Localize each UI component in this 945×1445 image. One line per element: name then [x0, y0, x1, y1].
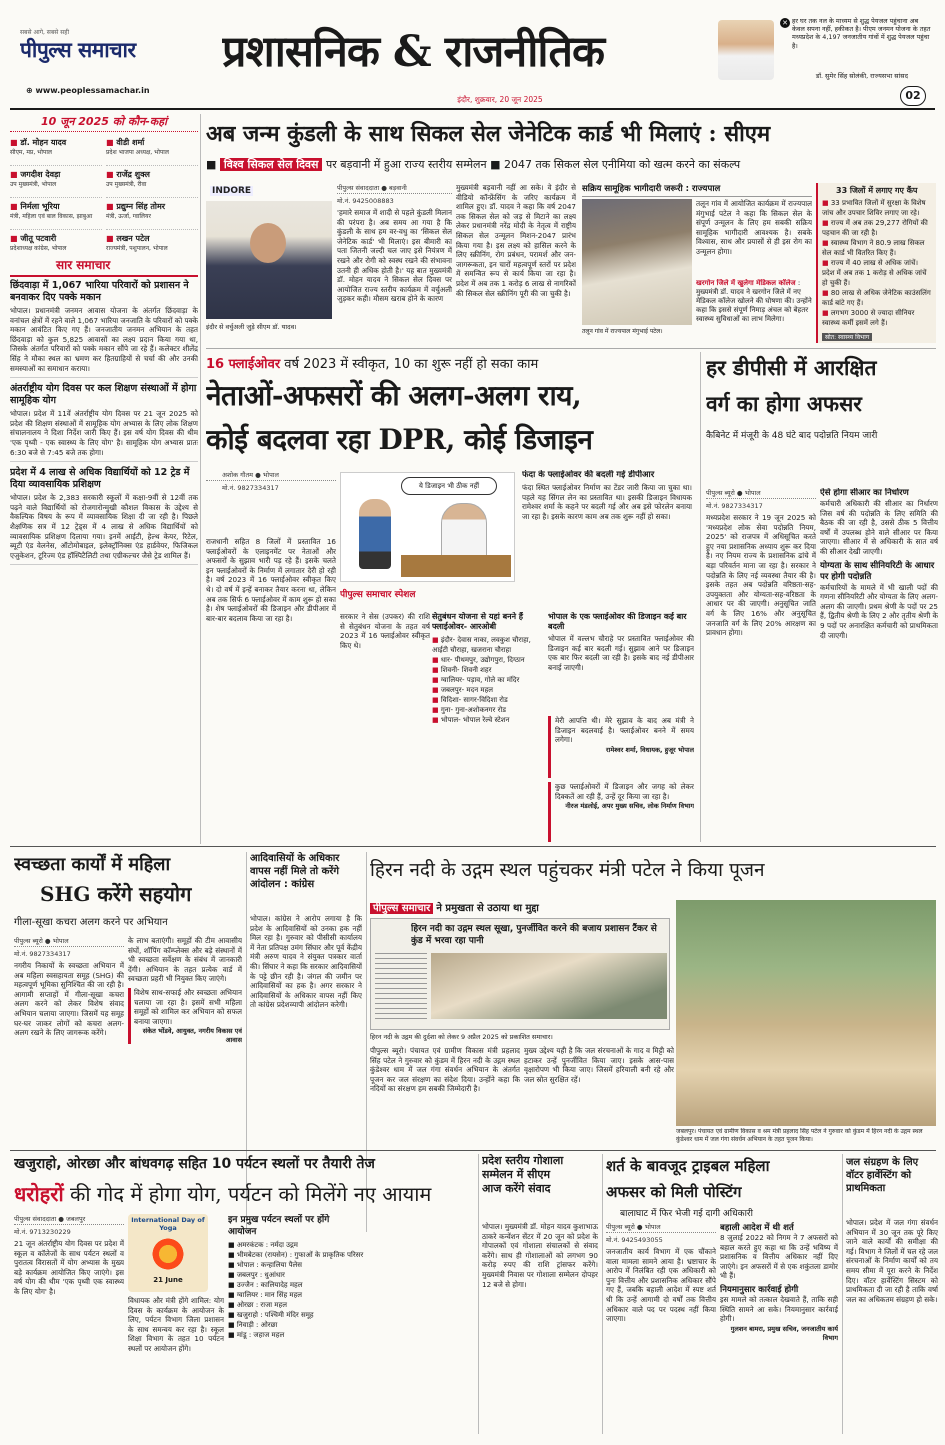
whos-where-title: 10 जून 2025 को कौन-कहां	[10, 114, 198, 132]
brand-logo[interactable]	[20, 28, 210, 68]
shg-box	[128, 988, 242, 1044]
tourism-list-box	[228, 1214, 476, 1434]
setu-item	[432, 655, 542, 665]
website-url: www.peoplessamachar.in	[35, 86, 150, 95]
globe-icon: ⊕	[26, 86, 33, 95]
stat-item	[822, 308, 932, 328]
person-card	[106, 232, 198, 254]
officer-sub1: बहाली आदेश में थी शर्त	[720, 1223, 794, 1233]
khargone-box	[696, 279, 812, 343]
saar-item-body: भोपाल। प्रधानमंत्री जनमन आवास योजना के अंतर्गत छिंदवाड़ा के वनांचल क्षेत्रों में रहने वाले 1,067 भारिया जनजाति के परिवारों को पक्के मकान आवंटित किए गए हैं। जनजातीय जनमन अभियान के तहत छिंदवाड़ा को कुल 5,825 आवासों का लक्ष्य प्रदान किया गया था, जिसके अंतर्गत परिवारों को पक्के मकान सौंपे जा रहे हैं। कलेक्टर शीलेंद्र सिंह ने मौका स्थल का भ्रमण कर हितग्राहियों से चर्चा की और उनकी समस्याओं का समाधान कराया।	[10, 306, 198, 373]
setu-item-text: शिवनी- शिवनी शहर	[440, 666, 492, 674]
person-name	[106, 137, 198, 148]
section-title: प्रशासनिक & राजनीतिक	[222, 27, 605, 77]
stats-box	[816, 183, 936, 343]
yoga-poster[interactable]	[128, 1214, 208, 1292]
gov-caption: तलून गांव में राज्यपाल मंगुभाई पटेल।	[582, 328, 663, 335]
person-name-text: लखन पटेल	[116, 234, 150, 243]
stat-item	[822, 258, 932, 288]
reservation-sub1: ऐसे होगा सीआर का निर्धारण	[820, 488, 909, 498]
kicker-square-icon: ■	[206, 158, 217, 171]
hiran-kicker-text: ने प्रमुखता से उठाया था मुद्दा	[436, 903, 539, 914]
people-grid	[10, 136, 198, 254]
stat-item-text: राज्य में 40 लाख से अधिक जांचें। प्रदेश में अब तक 1 करोड़ से अधिक जांचें हो चुकी हैं।	[822, 259, 927, 287]
shg-box-text: विशेष साथ-सफाई और स्वच्छता अभियान चलाया जा रहा है। इसमें सभी महिला समूहों को शामिल कर अभियान को सफल बनाया जाएगा।	[134, 987, 242, 1026]
person-name-text: प्रद्युम्न सिंह तोमर	[116, 202, 166, 211]
bullet-icon: ■	[106, 234, 117, 243]
cartoon[interactable]	[340, 472, 515, 582]
tourism-col1	[14, 1214, 124, 1434]
person-place: मंत्री, महिला एवं बाल विकास, झाबुआ	[10, 213, 93, 220]
officer-col1	[606, 1222, 716, 1434]
quote-box-2	[548, 782, 694, 842]
tourism-subhead	[14, 1180, 476, 1210]
tourism-list-item-text: ओरछा : राजा महल	[236, 1301, 287, 1309]
officer-quote-by: गुलशन बामरा, प्रमुख सचिव, जनजातीय कार्य विभाग	[730, 1324, 838, 1342]
water-headline-1: जल संग्रहण के लिए	[846, 1157, 919, 1168]
tourism-list-title: इन प्रमुख पर्यटन स्थलों पर होंगे आयोजन	[228, 1215, 330, 1237]
reservation-col1-text: मध्यप्रदेश सरकार ने 19 जून 2025 को 'मध्यप्रदेश लोक सेवा पदोन्नति नियम, 2025' को राजपत्र में अधिसूचित करते हुए नया प्रशासनिक अध्याय शुरू कर दिया है। नए नियम राज्य के प्रशासनिक ढांचे में बड़ा परिवर्तन माना जा रहा है। सरकार ने पदोन्नति के लिए नई व्यवस्था तैयार की है। इसके तहत अब पदोन्नति वरिष्ठता-सह-उपयुक्तता और योग्यता-सह-वरिष्ठता के आधार पर की जाएगी। अनुसूचित जाति वर्ग के लिए 16% और अनुसूचित जनजाति वर्ग के लिए 20% आरक्षण का प्रावधान होगा।	[706, 513, 816, 638]
hiran-photo[interactable]	[676, 900, 936, 1126]
reservation-headline-1: हर डीपीसी में आरक्षित	[706, 355, 877, 380]
tourism-list-item-text: भीमबेटका (रायसेन) : गुफाओं के प्राकृतिक परिसर	[236, 1251, 364, 1259]
bullet-icon: ■	[432, 636, 441, 644]
gaushala-headline-3: आज करेंगे संवाद	[482, 1182, 551, 1195]
logo-text: पीपुल्स समाचार	[20, 37, 136, 62]
gaushala-headline-2: सम्मेलन में सीएम	[482, 1168, 551, 1181]
bullet-icon: ■	[228, 1251, 237, 1259]
person-place: उप मुख्यमंत्री, रीवा	[106, 181, 147, 188]
saar-item	[10, 467, 198, 565]
setu-item	[432, 665, 542, 675]
setu-list	[432, 635, 542, 725]
tourism-list-item	[228, 1260, 476, 1270]
saar-samachar	[10, 256, 198, 840]
photo-label: INDORE	[212, 186, 252, 196]
tourism-list-item	[228, 1310, 476, 1320]
officer-col2	[720, 1222, 838, 1434]
tourism-list-item-text: मांडू : जहाज महल	[236, 1331, 285, 1339]
bullet-icon: ■	[432, 666, 441, 674]
person-card	[106, 200, 198, 230]
person-name-text: जीतू पटवारी	[20, 234, 57, 243]
stat-item-text: 80 लाख से अधिक जेनेटिक काउंसलिंग कार्ड बांटे गए हैं।	[822, 289, 931, 307]
saar-item-body: भोपाल। प्रदेश में 11वें अंतर्राष्ट्रीय योग दिवस पर 21 जून 2025 को प्रदेश की शिक्षण संस्थाओं में सामूहिक योग अभ्यास के लिए लोक शिक्षण संचालनालय ने दिशा निर्देश जारी किए हैं। इस वर्ष योग दिवस की थीम 'एक पृथ्वी - एक स्वास्थ्य के लिए योग' है। सामूहिक योग अभ्यास प्रातः 6:30 बजे से 7:45 बजे तक होगा।	[10, 409, 198, 457]
saar-title: सार समाचार	[10, 256, 198, 277]
bhopal-box	[548, 612, 694, 712]
lead-photo-caption: इंदौर से वर्चुअली जुड़े सीएम डॉ. यादव।	[206, 323, 297, 331]
sidebar-divider	[200, 114, 201, 844]
lead-col1	[337, 183, 452, 343]
water-headline	[846, 1156, 938, 1216]
quote2-by: नीरज मंडलोई, अपर मुख्य सचिव, लोक निर्माण विभाग	[565, 802, 694, 811]
stat-item-text: स्वास्थ्य विभाग ने 80.9 लाख सिकल सेल कार्ड भी वितरित किए हैं।	[822, 239, 925, 257]
flyover-headline-1: नेताओं-अफसरों की अलग-अलग राय,	[206, 379, 582, 412]
kicker-square-icon-2: ■	[490, 158, 501, 171]
quote1-by: रामेश्वर शर्मा, विधायक, हुजूर भोपाल	[606, 745, 694, 754]
dateline: इंदौर, शुक्रवार, 20 जून 2025	[457, 95, 543, 104]
bullet-icon: ■	[106, 202, 117, 211]
hiran-kicker-brand: पीपुल्स समाचार	[370, 903, 433, 914]
shg-box-by: संकेत भोंडवे, आयुक्त, नगरीय विकास एवं आवास	[142, 1027, 242, 1045]
setu-item-text: विदिशा- सागर-विदिशा रोड	[440, 696, 508, 704]
officer-quote: इस मामले को तत्काल देखवाते हैं, ताकि सही स्थिति सामने आ सके। नियमानुसार कार्रवाई होगी।	[720, 1294, 838, 1324]
tourism-list-item	[228, 1280, 476, 1290]
person-place: प्रदेशाध्यक्ष कांग्रेस, भोपाल	[10, 245, 67, 252]
mid-rule	[10, 846, 936, 847]
bullet-icon: ■	[822, 239, 831, 247]
officer-kicker: बालाघाट में फिर भेजी गई दागी अधिकारी	[620, 1209, 753, 1219]
reservation-mobile: मो.नं. 9827334317	[706, 502, 763, 510]
tourism-list-item	[228, 1290, 476, 1300]
person-name-text: वीडी शर्मा	[116, 138, 145, 147]
lead-byline: पीपुल्स संवाददाता ● बड़वानी	[337, 183, 452, 194]
hiran-photo-caption: जबलपुर। पंचायत एवं ग्रामीण विकास व श्रम मंत्री प्रहलाद सिंह पटेल ने गुरुवार को कुंडम में हिरन नदी के उद्गम स्थल कुंडेश्वर धाम में जल गंगा संवर्धन अभियान के तहत पूजन किया।	[676, 1128, 923, 1143]
dpr-text: फंदा स्थित फ्लाईओवर निर्माण का टेंडर जारी किया जा चुका था। पहले यह सिंगल लेन का प्रस्तावित था। इसकी डिजाइन विधायक रामेश्वर शर्मा के कहने पर बदली गई और अब इसे फोरलेन बनाया जा रहा है। इसके कारण काम अब तक शुरू नहीं हो सका।	[522, 483, 692, 521]
stat-item	[822, 198, 932, 218]
tourism-list-item	[228, 1270, 476, 1280]
bullet-icon: ■	[228, 1281, 237, 1289]
person-name-text: जगदीश देवड़ा	[20, 170, 61, 179]
officer-byline: पीपुल्स ब्यूरो ● भोपाल	[606, 1222, 716, 1233]
reservation-col2	[820, 488, 938, 842]
lead-photo[interactable]	[206, 183, 332, 338]
tourism-list-item	[228, 1250, 476, 1260]
water-headline-2: वॉटर हार्वेस्टिंग को	[846, 1170, 912, 1181]
tourism-list-item-text: निवाड़ी : ओरछा	[236, 1321, 278, 1329]
tribal-headline-2: वापस नहीं मिले तो करेंगे	[250, 866, 340, 877]
bullet-icon: ■	[10, 170, 21, 179]
flyover-col1-text: राजधानी सहित 8 जिलों में प्रस्तावित 16 फ्लाईओवरों के एलाइनमेंट पर नेताओं और अफसरों के सुझाव भारी पड़ रहे हैं। इसके चलते इन फ्लाईओवरों के निर्माण में लगातार देरी हो रही है। वर्ष 2023 में 16 फ्लाईओवर स्वीकृत किए थे। दो वर्ष में इन्हें बनाकर तैयार करना था, लेकिन अब तक सिर्फ 6 फ्लाईओवर में काम शुरू हो सका है। शेष फ्लाईओवरों की डिजाइन और डीपीआर में बार-बार बदलाव किया जा रहा है।	[206, 537, 336, 623]
officer-col1-text: जनजातीय कार्य विभाग में एक चौंकाने वाला मामला सामने आया है। भ्रष्टाचार के आरोप में निलंबित रही एक अधिकारी को पुनः वित्तीय और प्रशासनिक अधिकार सौंपे गए हैं, जबकि बहाली आदेश में स्पष्ट शर्त थी कि उन्हें आगामी दो वर्षों तक वित्तीय अधिकार वाले पद पर पदस्थ नहीं किया जाएगा।	[606, 1247, 716, 1324]
gov-text: तलून गांव में आयोजित कार्यक्रम में राज्यपाल मंगुभाई पटेल ने कहा कि सिकल सेल के संपूर्ण उन्मूलन के लिए हम सबकी सक्रिय सामूहिक भागीदारी आवश्यक है। सबके विश्वास, साथ और प्रयासों से ही इस रोग का उन्मूलन होगा।	[696, 199, 812, 256]
lower-rule	[10, 1150, 936, 1151]
setu-item	[432, 635, 542, 655]
bullet-icon: ■	[822, 199, 831, 207]
water-body: भोपाल। प्रदेश में जल गंगा संवर्धन अभियान में 30 जून तक पूरे किए जाने वाले कार्यों की समीक्षा की गई। विभाग ने जिलों में चल रहे जल संरचनाओं के निर्माण कार्यों को तय समय सीमा में पूरा करने के निर्देश दिए। वॉटर हार्वेस्टिंग सिस्टम को प्राथमिकता दी जा रही है ताकि वर्षा जल का अधिकतम संग्रहण हो सके।	[846, 1218, 938, 1304]
tribal-body: भोपाल। कांग्रेस ने आरोप लगाया है कि प्रदेश के आदिवासियों को उनका हक नहीं मिल रहा है। गुरुवार को पीसीसी कार्यालय में नेता प्रतिपक्ष उमंग सिंघार और पूर्व केंद्रीय मंत्री अरुण यादव ने संयुक्त पत्रकार वार्ता की। सिंघार ने कहा कि सरकार आदिवासियों के पट्टे छीन रही है। जंगल की जमीन पर आदिवासियों का हक है। अगर सरकार ने आदिवासियों के अधिकार वापस नहीं किए तो कांग्रेस प्रदेशव्यापी आंदोलन करेगी।	[250, 914, 362, 1010]
clip-text-column	[375, 953, 427, 1019]
setu-item-text: ग्वालियर- पड़ाव, गोले का मंदिर	[440, 676, 520, 684]
stat-item-text: 33 प्रभावित जिलों में सुरक्षा के विशेष जांच और उपचार शिविर लगाए जा रहे।	[822, 199, 926, 217]
tourism-list-item-text: उज्जैन : कालियादेह महल	[236, 1281, 303, 1289]
saar-item	[10, 383, 198, 462]
bullet-icon: ■	[10, 202, 21, 211]
person-card	[106, 168, 198, 198]
setu-item-text: गुना- गुना-अशोकनगर रोड	[440, 706, 507, 714]
person-name	[10, 137, 102, 148]
hiran-col1: पीपुल्स ब्यूरो। पंचायत एवं ग्रामीण विकास मंत्री प्रहलाद सिंह पटेल ने गुरुवार को कुंडम में हिरन नदी के उद्गम स्थल कुंडेश्वर धाम में जल गंगा संवर्धन अभियान के अंतर्गत पूजन कर जल संरक्षण का संदेश दिया। उन्होंने कहा कि नदियों का संरक्षण हम सबकी जिम्मेदारी है।	[370, 1046, 520, 1094]
person-name-text: राजेंद्र शुक्ल	[116, 170, 150, 179]
flyover-kicker-text: वर्ष 2023 में स्वीकृत, 10 का शुरू नहीं हो सका काम	[284, 357, 539, 372]
bullet-icon: ■	[822, 219, 831, 227]
gaushala-headline-1: प्रदेश स्तरीय गोशाला	[482, 1154, 564, 1167]
clip-text: हिरन नदी का उद्गम स्थल सूखा, पुनर्जीवित करने की बजाय प्रशासन टैंकर से कुंड में भरवा रहा पानी	[411, 924, 657, 946]
bullet-icon: ■	[432, 696, 441, 704]
shg-kicker: गीला-सूखा कचरा अलग करने पर अभियान	[14, 917, 168, 928]
bullet-icon: ■	[10, 138, 21, 147]
flyover-col2	[340, 612, 430, 842]
bullet-icon: ■	[228, 1261, 237, 1269]
reservation-byline: पीपुल्स ब्यूरो ● भोपाल	[706, 488, 816, 499]
whos-where-box	[10, 114, 198, 254]
person-place: प्रदेश भाजपा अध्यक्ष, भोपाल	[106, 149, 169, 156]
quote2-text: कुछ फ्लाईओवरों में डिजाइन और जगह को लेकर दिक्कतें आ रही हैं, उन्हें दूर किया जा रहा है।	[555, 782, 694, 801]
person-name	[106, 201, 198, 212]
flyover-kicker-num: 16 फ्लाईओवर	[206, 357, 281, 372]
shg-headline-1: स्वच्छता कार्यों में महिला	[14, 854, 171, 875]
stats-source: स्रोत: स्वास्थ्य विभाग	[822, 333, 872, 341]
special-label	[340, 582, 420, 612]
bullet-icon: ■	[106, 170, 117, 179]
setu-item-text: इंदौर- देवास नाका, लवकुश चौराहा, आईटी चौराहा, खजराना चौराहा	[432, 636, 531, 654]
bullet-icon: ■	[432, 706, 441, 714]
shg-col2-text: के लाभ बताएंगी। समूहों की टीम आवासीय संघों, शॉपिंग कॉम्प्लेक्स और बड़े संस्थानों में भी स्वच्छता सर्वेक्षण के संबंध में जानकारी देंगी। अभियान के तहत प्रत्येक वार्ड में स्वच्छता प्रहरी भी नियुक्त किए जाएंगे।	[128, 936, 242, 984]
hiran-kicker	[370, 900, 670, 916]
governor-box	[582, 183, 812, 343]
tourism-list-item	[228, 1320, 476, 1330]
stat-item	[822, 238, 932, 258]
kicker-label: विश्व सिकल सेल दिवस	[220, 158, 323, 171]
bullet-icon: ■	[432, 716, 441, 724]
bullet-icon: ■	[822, 259, 831, 267]
water-headline-3: प्राथमिकता	[846, 1183, 886, 1194]
bullet-icon: ■	[228, 1301, 237, 1309]
kicker-text: पर बड़वानी में हुआ राज्य स्तरीय सम्मेलन	[325, 158, 487, 171]
person-card	[10, 232, 102, 254]
tourism-list-item-text: जबलपुर : धुआंधार	[236, 1271, 285, 1279]
yoga-figure-icon	[150, 1236, 186, 1272]
lead-col2: मुख्यमंत्री बड़वानी नहीं आ सके। वे इंदौर से वीडियो कॉन्फ्रेंसिंग के जरिए कार्यक्रम में शामिल हुए। डॉ. यादव ने कहा कि वर्ष 2047 तक सिकल सेल को जड़ से मिटाने का लक्ष्य लेकर प्रधानमंत्री नरेंद्र मोदी के नेतृत्व में राष्ट्रीय सिकल सेल उन्मूलन मिशन-2047 प्रारंभ किया गया है। इस लक्ष्य को हासिल करने के लिए स्क्रीनिंग, रोग प्रबंधन, परामर्श और जन-जागरूकता, इन चारों महत्वपूर्ण स्तरों पर प्रदेश में समन्वित रूप से कार्य किया जा रहा है। प्रदेश में अब तक 1 करोड़ 6 लाख से नागरिकों की सिकल सेल स्क्रीनिंग पूरी की जा चुकी है।	[456, 183, 576, 298]
setu-item-text: जबलपुर- मदन महल	[440, 686, 494, 694]
quote1-text: मेरी आपत्ति थी। मेरे सुझाव के बाद अब मंत्री ने डिजाइन बदलवाई है। फ्लाईओवर बनने में समय लगेगा।	[555, 716, 694, 745]
yoga-title: International Day of Yoga	[131, 1216, 205, 1232]
reservation-col3-text: कर्मचारियों के मामले में भी खाली पदों की गणना सीनियरिटी और योग्यता के लिए अलग-अलग की जाएगी। प्रथम श्रेणी के पदों पर 25 हैं, द्वितीय श्रेणी के लिए 2 और तृतीय श्रेणी के 9 पदों पर अनारक्षित कर्मचारी को प्राथमिकता दी जाएगी।	[820, 582, 938, 640]
person-name-text: निर्मला भूरिया	[20, 202, 60, 211]
gov-box-title: सक्रिय सामूहिक भागीदारी जरूरी : राज्यपाल	[582, 183, 812, 197]
setu-item	[432, 695, 542, 705]
flyover-col2-text: सरकार ने सेस (उपकर) की राशि से सेतुबंधन योजना के तहत वर्ष 2023 में 16 फ्लाईओवर स्वीकृत किए थे।	[340, 612, 430, 650]
person-name	[106, 169, 198, 180]
bullet-icon: ■	[228, 1321, 237, 1329]
bullet-icon: ■	[228, 1311, 237, 1319]
officer-sub2: नियमानुसार कार्रवाई होगी	[720, 1284, 799, 1295]
person-name	[10, 233, 102, 244]
khargone-title: खरगोन जिले में खुलेगा मेडिकल कॉलेज	[696, 279, 796, 287]
stat-item-text: लगभग 3000 से ज्यादा सीनियर स्वास्थ्य कर्मी इसमें लगे हैं।	[822, 309, 915, 327]
bullet-icon: ■	[10, 234, 21, 243]
tourism-list-item-text: खजुराहो : पश्चिमी मंदिर समूह	[236, 1311, 314, 1319]
cartoon-officer	[359, 499, 391, 569]
person-name	[106, 233, 198, 244]
tourism-list-item-text: अमरकंटक : नर्मदा उद्गम	[236, 1241, 298, 1249]
bullet-icon: ■	[228, 1331, 237, 1339]
saar-items	[10, 280, 198, 565]
person-name	[10, 169, 102, 180]
gaushala-divider	[602, 1154, 603, 1434]
shg-headline-2: SHG करेंगे सहयोग	[40, 882, 192, 906]
tweet-text: हर घर तक नल के माध्यम से शुद्ध पेयजल पहुंचाना अब केवल सपना नहीं, हकीकत है। पीएम जनमन योजना के तहत मध्यप्रदेश के 4,197 जनजातीय गांवों में शुद्ध पेयजल पहुंचा है।	[792, 17, 931, 50]
bhopal-text: भोपाल में वल्लभ चौराहे पर प्रस्तावित फ्लाईओवर की डिजाइन कई बार बदली गई। सुझाव आने पर डिजाइन एक बार फिर बदली जा रही है। इसके बाद नई डीपीआर बनाई जाएगी।	[548, 634, 694, 672]
bullet-icon: ■	[228, 1271, 237, 1279]
cartoon-desk	[401, 555, 511, 577]
flyover-mobile: मो.नं. 9827334317	[222, 484, 279, 492]
person-place: सीएम, मप्र, भोपाल	[10, 149, 52, 156]
reservation-col2-text: कर्मचारी अधिकारी की सीआर का निर्धारण जिस वर्ष की पदोन्नति के लिए समिति की बैठक की जा रही है, उससे ठीक 5 वित्तीय वर्षों में उपलब्ध होने वाले सीआर पर किया जाएगा। सीआर में से अधिकारी के सात वर्ष की सीआर देखी जाएगी।	[820, 499, 938, 556]
yoga-date: 21 June	[153, 1276, 183, 1284]
person-place: राज्यमंत्री, पशुपालन, भोपाल	[106, 245, 168, 252]
officer-headline-1: शर्त के बावजूद ट्राइबल महिला	[606, 1157, 770, 1175]
flyover-byline: अशोक गौतम ● भोपाल	[206, 470, 336, 481]
dpr-title: फंदा के फ्लाईओवर की बदली गई डीपीआर	[522, 470, 655, 480]
bullet-icon: ■	[432, 676, 441, 684]
saar-item-body: भोपाल। प्रदेश के 2,383 सरकारी स्कूलों में कक्षा-9वीं से 12वीं तक पढ़ने वाले विद्यार्थियों को रोजगारोन्मुखी कौशल विकास के उद्देश्य से वैकल्पिक विषय के रूप में व्यावसायिक शिक्षा दी जा रही है। पिछले शैक्षणिक सत्र में 12 ट्रेड्स में 4 लाख से अधिक विद्यार्थियों को व्यावसायिक प्रशिक्षण दिलाया गया। इनमें आईटी, हेल्थ केयर, रिटेल, ब्यूटी एंड वेलनेस, ऑटोमोबाइल, इलेक्ट्रॉनिक्स एंड हार्डवेयर, फिजिकल एजुकेशन, टूरिज्म एंड हॉस्पिटैलिटी तथा एग्रीकल्चर जैसे ट्रेड शामिल हैं।	[10, 493, 198, 560]
special-label-text: पीपुल्स समाचार स्पेशल	[340, 590, 416, 600]
officer-divider	[842, 1154, 843, 1434]
hiran-headline: हिरन नदी के उद्गम स्थल पहुंचकर मंत्री पटेल ने किया पूजन	[370, 859, 765, 881]
officer-col2-text: 8 जुलाई 2022 को निगम ने 7 अफसरों को बहाल करते हुए कहा था कि उन्हें भविष्य में प्रशासनिक व वित्तीय अधिकार नहीं दिए जाएंगे। इन अफसरों में से एक शकुंतला डामोर भी हैं।	[720, 1233, 838, 1281]
stats-list	[822, 198, 932, 328]
stats-title: 33 जिलों में लगाए गए कैंप	[836, 186, 918, 195]
stat-item	[822, 288, 932, 308]
tourism-byline: पीपुल्स संवाददाता ● जबलपुर	[14, 1214, 124, 1225]
reservation-col1	[706, 488, 816, 842]
kicker-text-2: 2047 तक सिकल सेल एनीमिया को खत्म करने का संकल्प	[504, 158, 741, 171]
bullet-icon: ■	[432, 686, 441, 694]
tourism-subhead-text: की गोद में होगा योग, पर्यटन को मिलेंगे नए आयाम	[70, 1182, 432, 1206]
masthead-rule	[10, 108, 935, 110]
clip-caption: हिरन नदी के उद्गम की दुर्दशा को लेकर 9 अप्रैल 2025 को प्रकाशित समाचार।	[370, 1033, 553, 1041]
bullet-icon: ■	[432, 656, 441, 664]
tourism-mobile: मो.नं. 9713230229	[14, 1228, 71, 1236]
flyover-col1	[206, 470, 336, 842]
website-link[interactable]	[26, 86, 216, 100]
lead-col1-text: 'हमारे समाज में शादी से पहले कुंडली मिलान की परंपरा है। अब समय आ गया है कि कुंडली के साथ हम वर-वधु का 'सिकल सेल जेनेटिक कार्ड' भी मिलाएं। इस बीमारी का पता जितनी जल्दी चल जाए इसे नियंत्रण में रखने और रोगी को स्वस्थ रखने की संभावना उतनी ही अधिक होती है।' यह बात मुख्यमंत्री डॉ. मोहन यादव ने सिकल सेल दिवस पर आयोजित राज्य स्तरीय कार्यक्रम में वर्चुअली जुड़कर कही। मौसम खराब होने के कारण	[337, 208, 452, 304]
reservation-kicker: कैबिनेट में मंजूरी के 48 घंटे बाद पदोन्नति नियम जारी	[706, 431, 878, 441]
tourism-list-item-text: ग्वालियर : मान सिंह महल	[236, 1291, 303, 1299]
flyover-headline-2: कोई बदलवा रहा DPR, कोई डिजाइन	[206, 423, 593, 456]
bullet-icon: ■	[228, 1241, 237, 1249]
person-card	[10, 168, 102, 198]
hiran-col2: मुख्य उद्देश्य यही है कि जल संरचनाओं के गाद व मिट्टी को हटाकर उन्हें पुनर्जीवित किया जाए। इसके आस-पास वृक्षारोपण भी किया जाए। जिसमें हरियाली बनी रहे और जल स्रोत सुरक्षित रहें।	[524, 1046, 674, 1084]
page-number: 02	[900, 86, 926, 106]
lead-kicker	[206, 157, 936, 175]
flyover-divider	[700, 352, 701, 842]
shg-mobile: मो.नं. 9827334317	[14, 950, 71, 958]
dpr-box	[522, 470, 692, 610]
gaushala-col1: भोपाल। मुख्यमंत्री डॉ. मोहन यादव कुशाभाऊ ठाकरे कन्वेंशन सेंटर में 20 जून को प्रदेश के गोपालकों एवं गोशाला संचालकों से संवाद करेंगे। साथ ही गोशालाओं को लगभग 90 करोड़ रुपए की राशि ट्रांसफर करेंगे। मुख्यमंत्री निवास पर गोशाला सम्मेलन दोपहर 12 बजे से होगा।	[482, 1222, 598, 1289]
person-place: मंत्री, ऊर्जा, ग्वालियर	[106, 213, 151, 220]
cartoon-bubble: ये डिजाइन भी ठीक नहीं	[401, 477, 497, 495]
tourism-list-item	[228, 1240, 476, 1250]
person-card	[106, 136, 198, 166]
person-card	[10, 136, 102, 166]
saar-item-headline: प्रदेश में 4 लाख से अधिक विद्यार्थियों को 12 ट्रेड में दिया व्यावसायिक प्रशिक्षण	[10, 467, 190, 491]
tourism-list-item	[228, 1300, 476, 1310]
mp-photo	[718, 20, 774, 80]
person-name	[10, 201, 102, 212]
reservation-sub2: योग्यता के साथ सीनियरिटी के आधार पर होगी पदोन्नति	[820, 560, 935, 582]
tourism-list-item-text: भोपाल : कन्हालिया पैलेस	[236, 1261, 303, 1269]
tribal-headline-3: आंदोलन : कांग्रेस	[250, 879, 315, 890]
cm-head	[250, 223, 286, 263]
setu-item-text: धार- पीथमपुर, उद्योगपुरा, दिग्ठान	[440, 656, 525, 664]
bullet-icon: ■	[106, 138, 117, 147]
tweet-box	[712, 14, 934, 94]
saar-item	[10, 280, 198, 378]
person-place: उप मुख्यमंत्री, भोपाल	[10, 181, 57, 188]
tweet-author: डॉ. सुमेर सिंह सोलंकी, राज्यसभा सांसद	[815, 72, 908, 80]
saar-item-headline: छिंदवाड़ा में 1,067 भारिया परिवारों को प्रशासन ने बनवाकर दिए पक्के मकान	[10, 280, 189, 303]
gaushala-headline	[482, 1154, 598, 1220]
officer-mobile: मो.नं. 9425493055	[606, 1236, 663, 1244]
tourism-list-item	[228, 1330, 476, 1340]
setu-box	[432, 612, 542, 842]
tourism-subhead-red: धरोहरों	[14, 1182, 64, 1206]
khargone-text: : मुख्यमंत्री डॉ. यादव ने खरगोन जिले में नए मेडिकल कॉलेज खोलने की घोषणा की। उन्होंने कहा कि इससे संपूर्ण निमाड़ अंचल को बेहतर स्वास्थ्य सुविधाओं का लाभ मिलेगा।	[696, 279, 812, 323]
governor-photo	[582, 199, 692, 325]
clip-photo	[431, 953, 667, 1019]
setu-title: सेतुबंधन योजना से यहां बनने हैं फ्लाईओवर- आरओबी	[432, 612, 524, 631]
x-icon: ✕	[780, 18, 790, 28]
person-card	[10, 200, 102, 230]
stat-item-text: राज्य में अब तक 29,277 रोगियों की पहचान की जा रही है।	[822, 219, 928, 237]
tourism-col1-text: 21 जून अंतर्राष्ट्रीय योग दिवस पर प्रदेश में स्कूल व कॉलेजों के साथ पर्यटन स्थलों व पुरातत्व विरासतों में योग अभ्यास के मुख्य बड़े कार्यक्रम आयोजित किए जाएंगे। इस वर्ष योग की थीम 'एक पृथ्वी एक स्वास्थ्य के लिए योग' है।	[14, 1239, 124, 1296]
tribal-headline-1: आदिवासियों के अधिकार	[250, 853, 340, 864]
setu-item	[432, 705, 542, 715]
quote-box-1	[548, 716, 694, 778]
setu-item	[432, 685, 542, 695]
masthead	[0, 0, 945, 110]
tourism-headline: खजुराहो, ओरछा और बांधवगढ़ सहित 10 पर्यटन स्थलों पर तैयारी तेज	[14, 1156, 375, 1172]
shg-col1-text: नगरीय निकायों के स्वच्छता अभियान में अब महिला स्वसहायता समूह (SHG) की महत्वपूर्ण भूमिका सुनिश्चित की जा रही है। आगामी सप्ताहों में गीला-सूखा कचरा अलग करने को लेकर विशेष संवाद अभियान चलाया जाएगा। जिसमें यह समूह घर-घर जाकर लोगों को कचरा अलग-अलग रखने के लिए जागरूक करेंगे।	[14, 961, 124, 1038]
tourism-list	[228, 1240, 476, 1340]
bullet-icon: ■	[822, 289, 831, 297]
stat-item	[822, 218, 932, 238]
bullet-icon: ■	[228, 1291, 237, 1299]
tourism-col2: विधायक और मंत्री होंगे शामिल: योग दिवस के कार्यक्रम के आयोजन के लिए, पर्यटन विभाग जिला प्रशासन के साथ समन्वय कर रहा है। स्कूल शिक्षा विभाग के तहत 10 पर्यटन स्थलों पर आयोजन होंगे।	[128, 1296, 224, 1353]
saar-item-headline: अंतर्राष्ट्रीय योग दिवस पर कल शिक्षण संस्थाओं में होगा सामूहिक योग	[10, 383, 197, 407]
setu-item	[432, 675, 542, 685]
shg-byline: पीपुल्स ब्यूरो ● भोपाल	[14, 936, 124, 947]
lead-mobile: मो.नं. 9425008883	[337, 197, 394, 205]
news-clip[interactable]	[370, 918, 670, 1030]
logo-tagline: सबसे आगे, सबसे सही	[20, 29, 70, 36]
bhopal-title: भोपाल के एक फ्लाईओवर की डिजाइन कई बार बदली	[548, 612, 687, 631]
person-name-text: डॉ. मोहन यादव	[20, 138, 67, 147]
tourism-divider	[478, 1154, 479, 1434]
tribal-headline	[250, 852, 362, 912]
flyover-kicker	[206, 354, 696, 374]
setu-item	[432, 715, 542, 725]
officer-headline-2: अफसर को मिली पोस्टिंग	[606, 1183, 742, 1201]
bullet-icon: ■	[822, 309, 831, 317]
setu-item-text: भोपाल- भोपाल रेल्वे स्टेशन	[440, 716, 510, 724]
lead-headline: अब जन्म कुंडली के साथ सिकल सेल जेनेटिक कार्ड भी मिलाएं : सीएम	[206, 121, 771, 147]
reservation-headline-2: वर्ग का होगा अफसर	[706, 391, 862, 416]
lead-bottom-rule	[206, 348, 936, 349]
